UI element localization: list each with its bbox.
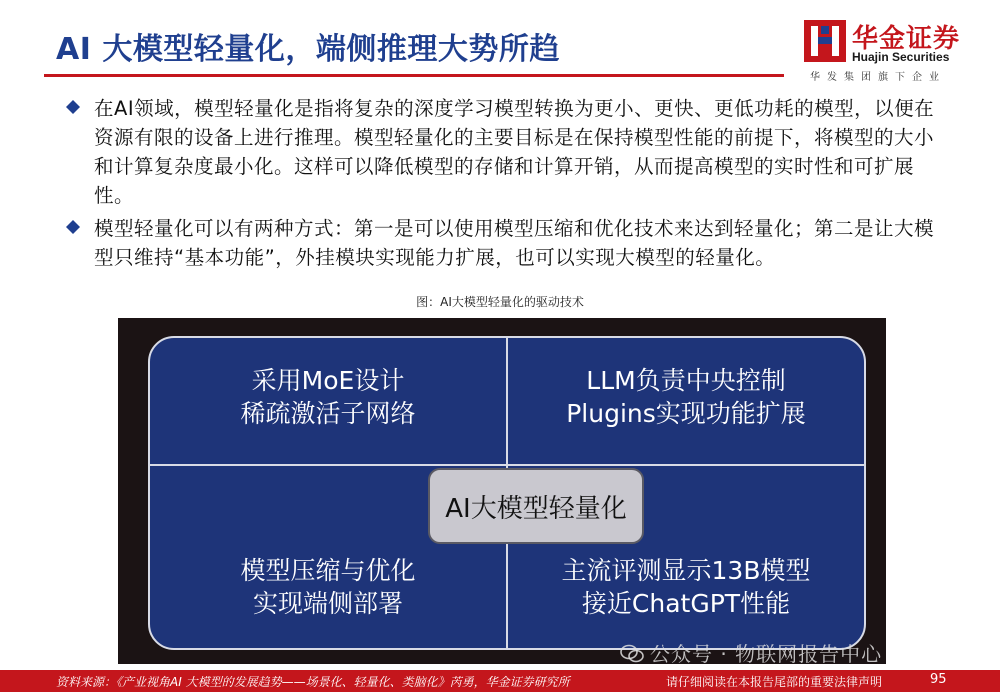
quadrant-line: Plugins实现功能扩展 <box>566 399 806 428</box>
footer-bar <box>0 670 1000 692</box>
quadrant-line: 主流评测显示13B模型 <box>561 556 811 585</box>
horizontal-divider <box>150 464 866 466</box>
diamond-bullet-icon <box>66 100 80 114</box>
figure-image <box>118 318 886 664</box>
logo-name-en: Huajin Securities <box>852 50 950 64</box>
wechat-icon <box>620 644 644 664</box>
footer-disclaimer: 请仔细阅读在本报告尾部的重要法律声明 <box>666 675 883 689</box>
quadrant-line: 稀疏激活子网络 <box>240 399 416 428</box>
quadrant-bottom-left <box>150 554 506 620</box>
logo-name-cn: 华金证券 <box>852 24 961 54</box>
bullet-text: 在AI领域，模型轻量化是指将复杂的深度学习模型转换为更小、更快、更低功耗的模型，以便在资源有限的设备上进行推理。模型轻量化的主要目标是在保持模型性能的前提下，将模型的大小和计算复杂度最小化。这样可以降低模型的存储和计算开销，从而提高模型的实时性和可扩展性。 <box>94 97 935 207</box>
company-logo <box>804 18 984 83</box>
quadrant-top-right <box>508 364 864 430</box>
watermark <box>620 638 882 664</box>
quadrant-line: 模型压缩与优化 <box>240 556 416 585</box>
quadrant-line: LLM负责中央控制 <box>586 366 786 395</box>
page-number: 95 <box>930 672 947 687</box>
watermark-text: 公众号 · 物联网报告中心 <box>650 642 883 666</box>
huajin-logo-mark-icon <box>804 20 846 62</box>
diamond-bullet-icon <box>66 220 80 234</box>
page-title: AI 大模型轻量化，端侧推理大势所趋 <box>56 32 560 67</box>
figure-caption: 图：AI大模型轻量化的驱动技术 <box>416 295 584 309</box>
bullet-list <box>66 94 946 276</box>
bullet-item <box>66 94 946 210</box>
quadrant-top-left <box>150 364 506 430</box>
bullet-item <box>66 214 946 272</box>
quadrant-bottom-right <box>508 554 864 620</box>
quadrant-line: 接近ChatGPT性能 <box>581 589 791 618</box>
title-underline <box>44 74 784 77</box>
footer-source: 资料来源：《产业视角AI 大模型的发展趋势——场景化、轻量化、类脑化》芮勇，华金证券研究所 <box>56 675 570 689</box>
bullet-text: 模型轻量化可以有两种方式：第一是可以使用模型压缩和优化技术来达到轻量化；第二是让大模型只维持“基本功能”，外挂模块实现能力扩展，也可以实现大模型的轻量化。 <box>94 217 935 269</box>
quadrant-panel <box>148 336 866 650</box>
quadrant-line: 实现端侧部署 <box>252 589 403 618</box>
quadrant-line: 采用MoE设计 <box>251 366 405 395</box>
logo-subtitle: 华发集团旗下企业 <box>810 72 946 83</box>
center-label-box: AI大模型轻量化 <box>428 468 644 544</box>
